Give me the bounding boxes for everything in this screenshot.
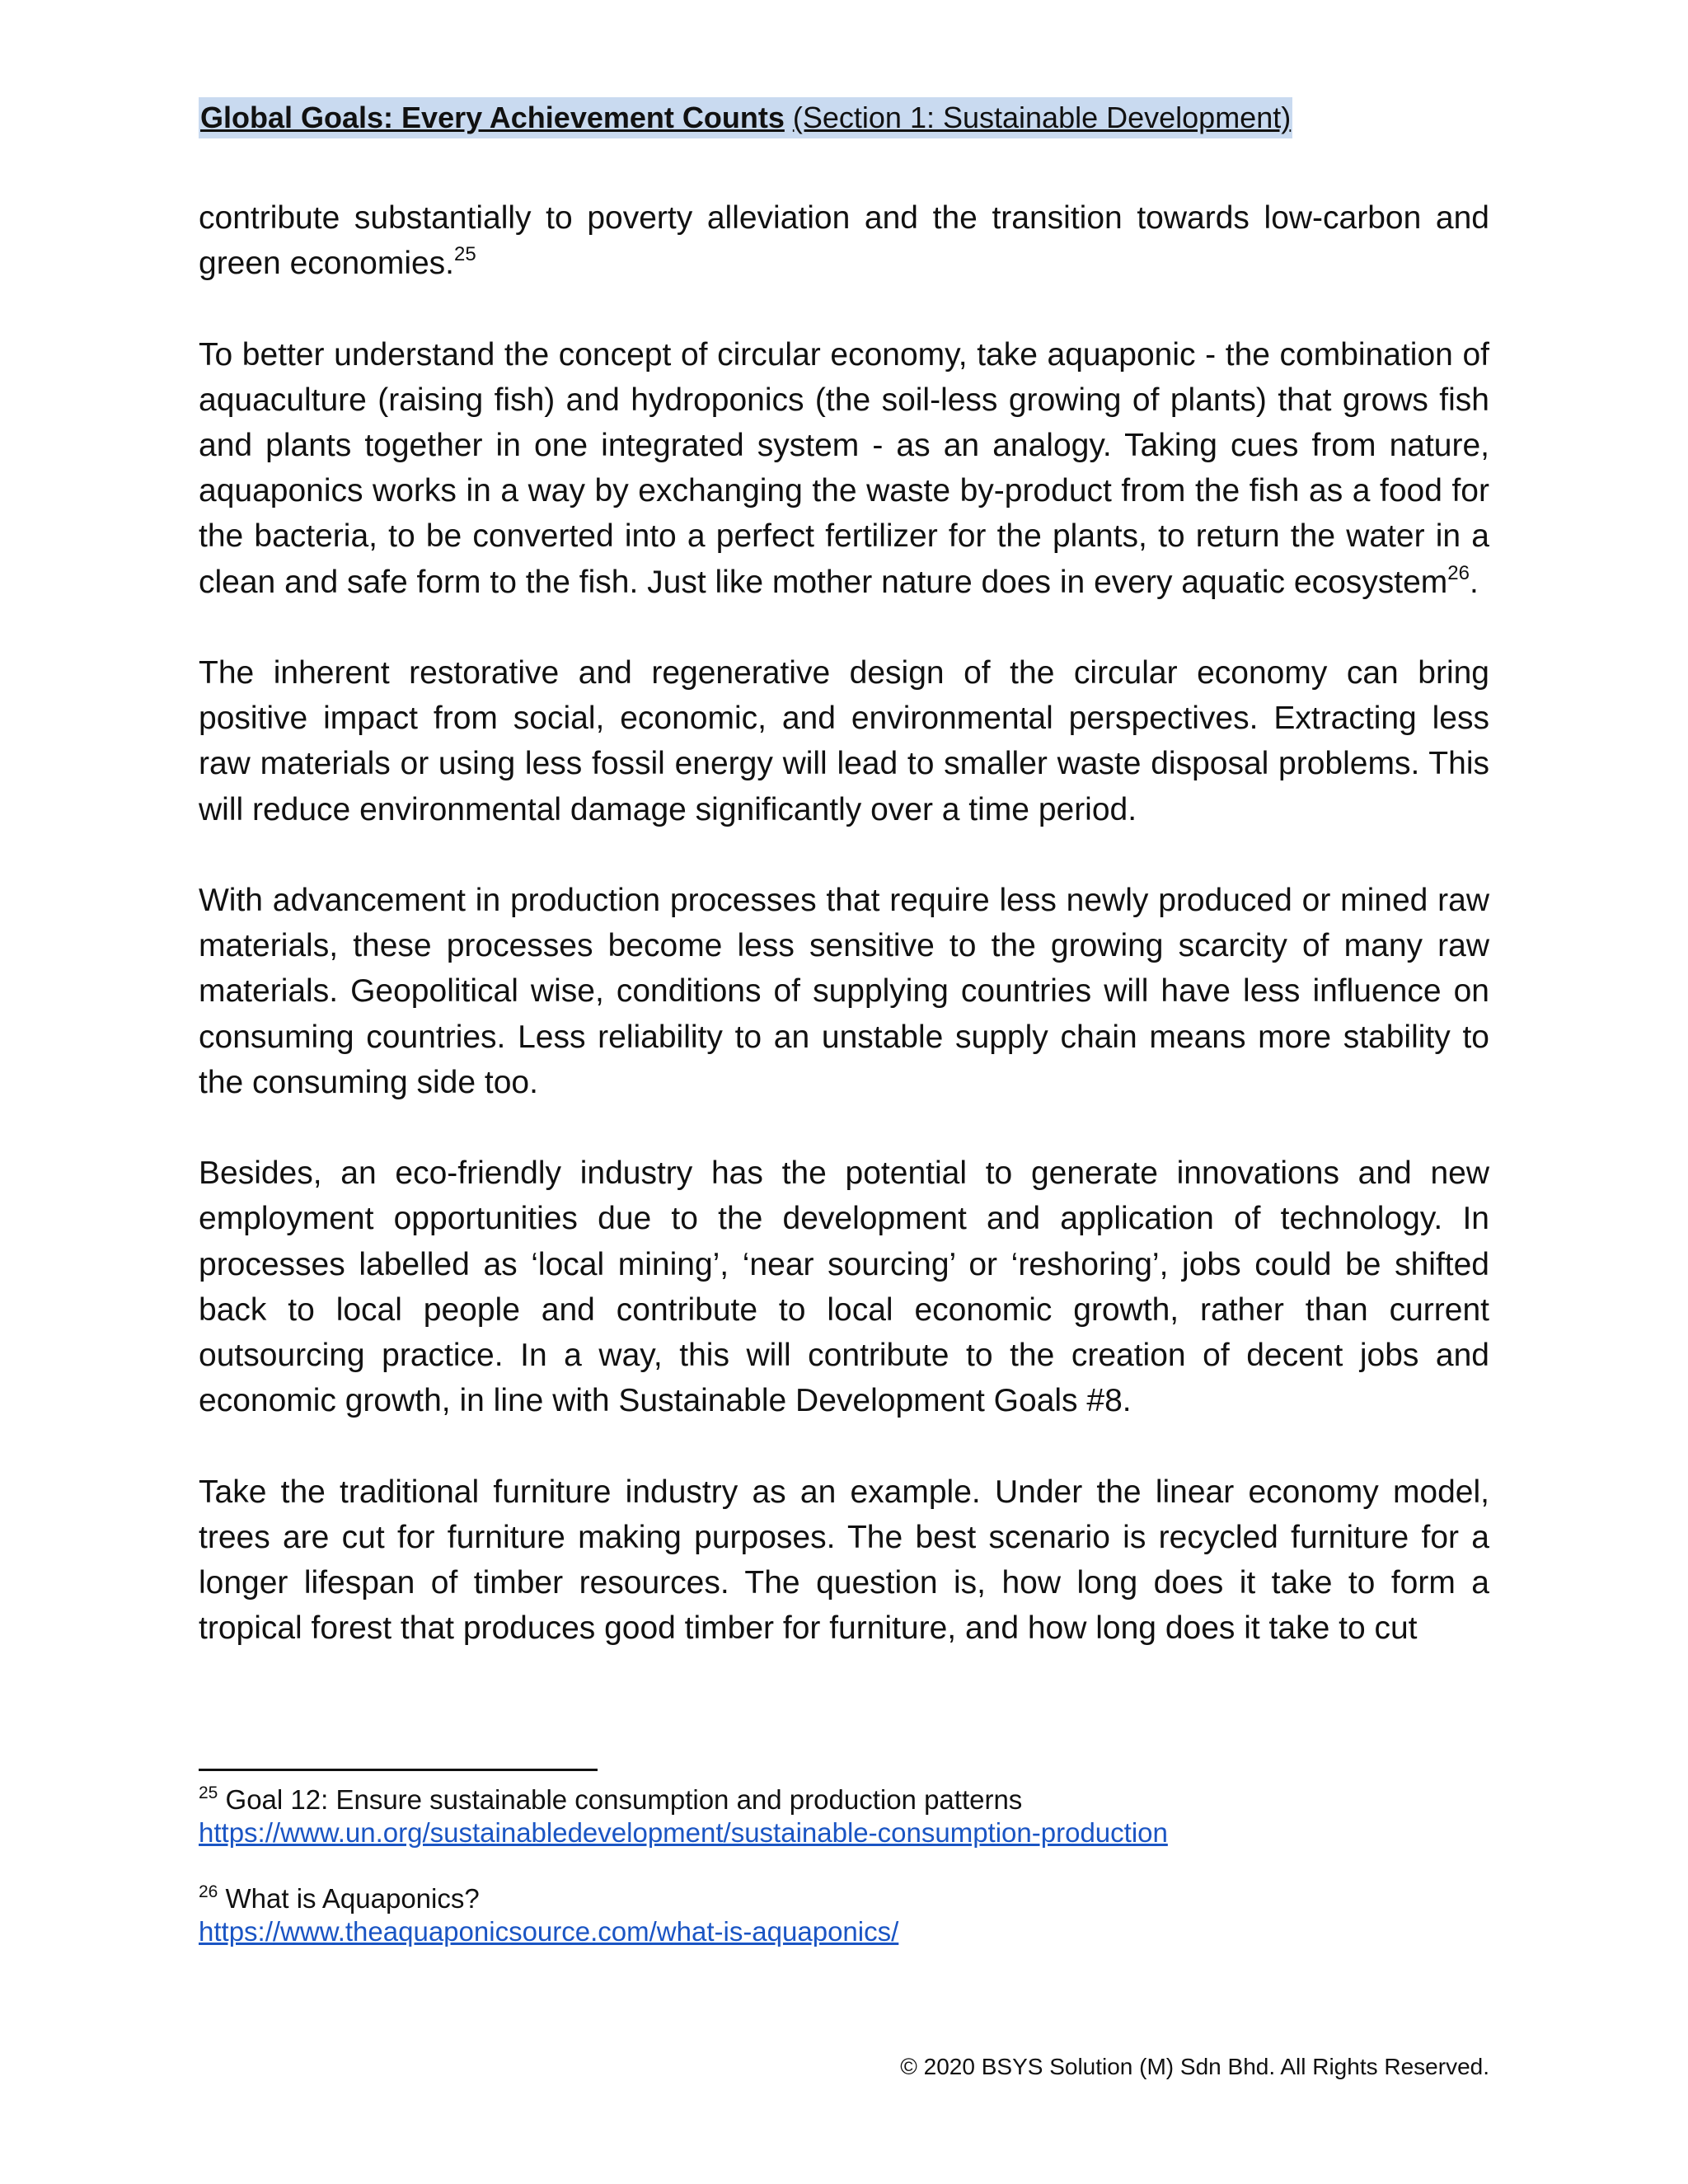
footnote-ref-25[interactable]: 25: [454, 243, 476, 266]
footnote-link[interactable]: https://www.theaquaponicsource.com/what-is-aquaponics/: [199, 1916, 899, 1947]
footnote-number: 25: [199, 1783, 218, 1802]
paragraph-2: [199, 332, 1489, 605]
footnote-link[interactable]: https://www.un.org/sustainabledevelopment/sustainable-consumption-production: [199, 1817, 1168, 1848]
copyright-notice: © 2020 BSYS Solution (M) Sdn Bhd. All Rights Reserved.: [900, 2054, 1489, 2079]
page-header: [199, 97, 1292, 138]
footnote-25: [199, 1783, 1489, 1849]
body-content: [199, 195, 1489, 1697]
footnotes: [199, 1783, 1489, 1981]
footnote-ref-26[interactable]: 26: [1447, 561, 1470, 584]
paragraph-1-text: contribute substantially to poverty alleviation and the transition towards low-carbon and green economies.: [199, 200, 1489, 282]
header-section: (Section 1: Sustainable Development): [792, 101, 1292, 134]
paragraph-2-text: To better understand the concept of circular economy, take aquaponic - the combination of aquaculture (raising fish) and hydroponics (the soil-less growing of plants) that grows fish and plants together in one integrated system - as an analogy. Taking cues from nature, aquaponics works in a way by exchanging the waste by-product from the fish as a food for the bacteria, to be converted into a perfect fertilizer for the plants, to return the water in a clean and safe form to the fish. Just like mother nature does in every aquatic ecosystem: [199, 336, 1489, 600]
paragraph-6: Take the traditional furniture industry as an example. Under the linear economy model, trees are cut for furniture making purposes. The best scenario is recycled furniture for a longer lifespan of timber resources. The question is, how long does it take to form a tropical forest that produces good timber for furniture, and how long does it take to cut: [199, 1474, 1489, 1647]
footnote-number: 26: [199, 1882, 218, 1901]
footnote-26: [199, 1882, 1489, 1948]
footnote-text: Goal 12: Ensure sustainable consumption and production patterns: [225, 1784, 1023, 1815]
paragraph-4: With advancement in production processes that require less newly produced or mined raw materials, these processes become less sensitive to the growing scarcity of many raw materials. Geopolitical wise, conditions of supplying countries will have less influence on consuming countries. Less reliability to an unstable supply chain means more stability to the consuming side too.: [199, 883, 1489, 1100]
paragraph-3: The inherent restorative and regenerative design of the circular economy can bring positive impact from social, economic, and environmental perspectives. Extracting less raw materials or using less fossil energy will lead to smaller waste disposal problems. This will reduce environmental damage significantly over a time period.: [199, 655, 1489, 827]
footnote-divider: [199, 1769, 598, 1771]
footnote-text: What is Aquaponics?: [225, 1883, 480, 1914]
header-title: Global Goals: Every Achievement Counts: [200, 101, 785, 134]
paragraph-5: Besides, an eco-friendly industry has the potential to generate innovations and new employment opportunities due to the development and application of technology. In processes labelled as ‘local mining’, ‘near sourcing’ or ‘reshoring’, jobs could be shifted back to local people and contribute to local economic growth, rather than current outsourcing practice. In a way, this will contribute to the creation of decent jobs and economic growth, in line with Sustainable Development Goals #8.: [199, 1155, 1489, 1419]
paragraph-2-tail: .: [1469, 564, 1479, 600]
paragraph-1: [199, 195, 1489, 286]
